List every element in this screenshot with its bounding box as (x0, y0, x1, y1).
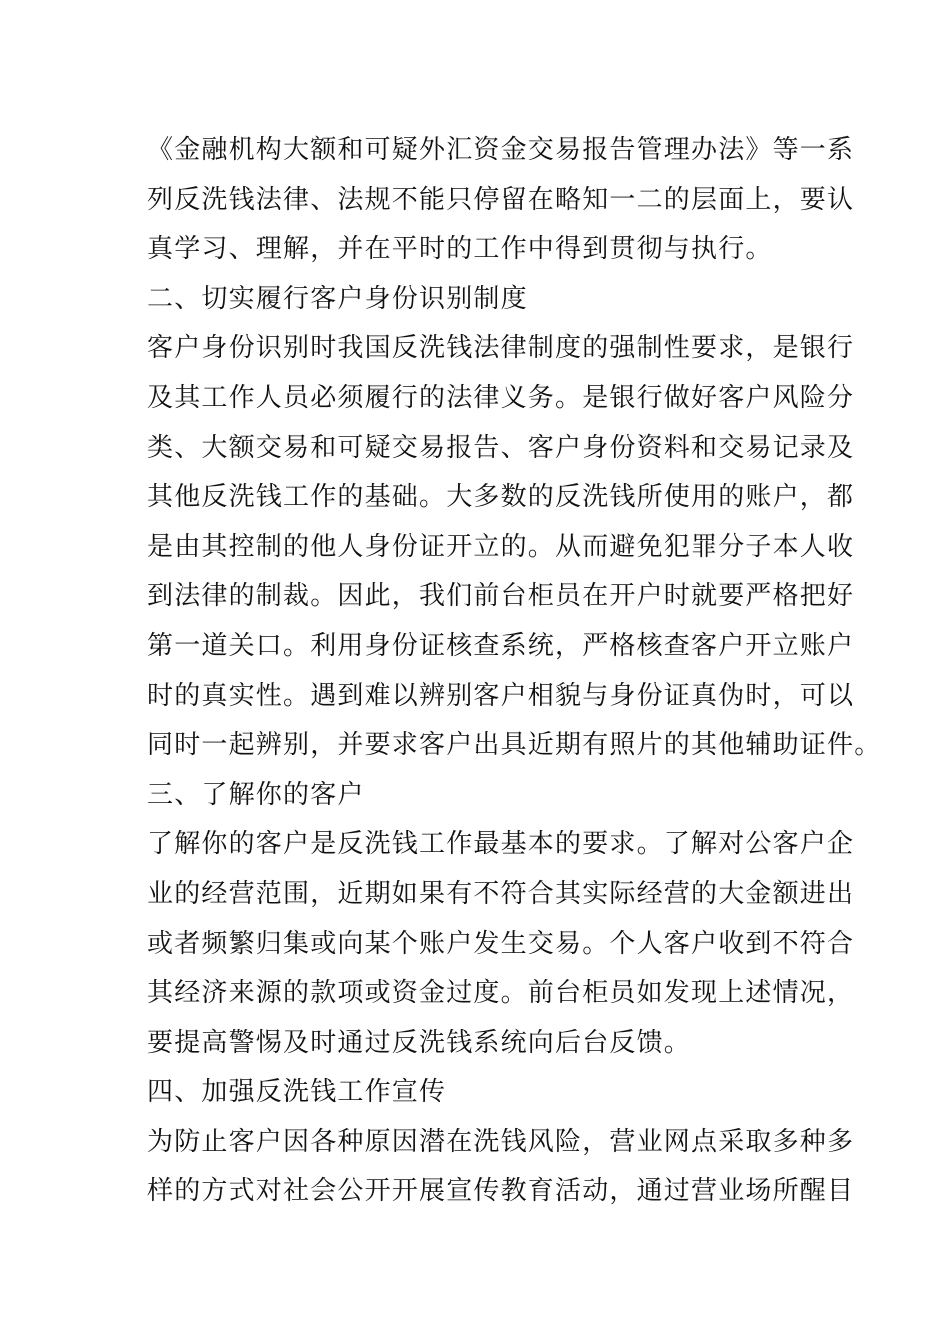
text-line: 样的方式对社会公开开展宣传教育活动，通过营业场所醒目 (147, 1176, 855, 1207)
text-line: 了解你的客户是反洗钱工作最基本的要求。了解对公客户企 (147, 829, 855, 860)
text-line: 是由其控制的他人身份证开立的。从而避免犯罪分子本人收 (147, 531, 855, 562)
text-line: 《金融机构大额和可疑外汇资金交易报告管理办法》等一系 (147, 135, 855, 165)
text-line: 其经济来源的款项或资金过度。前台柜员如发现上述情况， (147, 978, 855, 1009)
text-line: 同时一起辨别，并要求客户出具近期有照片的其他辅助证件。 (147, 730, 882, 761)
text-line: 真学习、理解，并在平时的工作中得到贯彻与执行。 (147, 234, 773, 265)
text-line: 类、大额交易和可疑交易报告、客户身份资料和交易记录及 (147, 432, 855, 463)
text-line: 列反洗钱法律、法规不能只停留在略知一二的层面上，要认 (147, 184, 855, 215)
text-line: 或者频繁归集或向某个账户发生交易。个人客户收到不符合 (147, 928, 855, 959)
text-line: 业的经营范围，近期如果有不符合其实际经营的大金额进出 (147, 878, 855, 909)
text-line: 时的真实性。遇到难以辨别客户相貌与身份证真伪时，可以 (147, 680, 855, 711)
section-heading: 三、了解你的客户 (147, 779, 365, 810)
text-line: 客户身份识别时我国反洗钱法律制度的强制性要求，是银行 (147, 333, 855, 364)
text-line: 到法律的制裁。因此，我们前台柜员在开户时就要严格把好 (147, 581, 855, 612)
document-body (147, 126, 937, 1217)
text-line: 其他反洗钱工作的基础。大多数的反洗钱所使用的账户，都 (147, 482, 855, 513)
text-line: 为防止客户因各种原因潜在洗钱风险，营业网点采取多种多 (147, 1126, 855, 1157)
text-line: 要提高警惕及时通过反洗钱系统向后台反馈。 (147, 1027, 692, 1058)
section-heading: 四、加强反洗钱工作宣传 (147, 1077, 447, 1108)
text-line: 第一道关口。利用身份证核查系统，严格核查客户开立账户 (147, 630, 855, 661)
section-heading: 二、切实履行客户身份识别制度 (147, 283, 528, 314)
text-line: 及其工作人员必须履行的法律义务。是银行做好客户风险分 (147, 382, 855, 413)
